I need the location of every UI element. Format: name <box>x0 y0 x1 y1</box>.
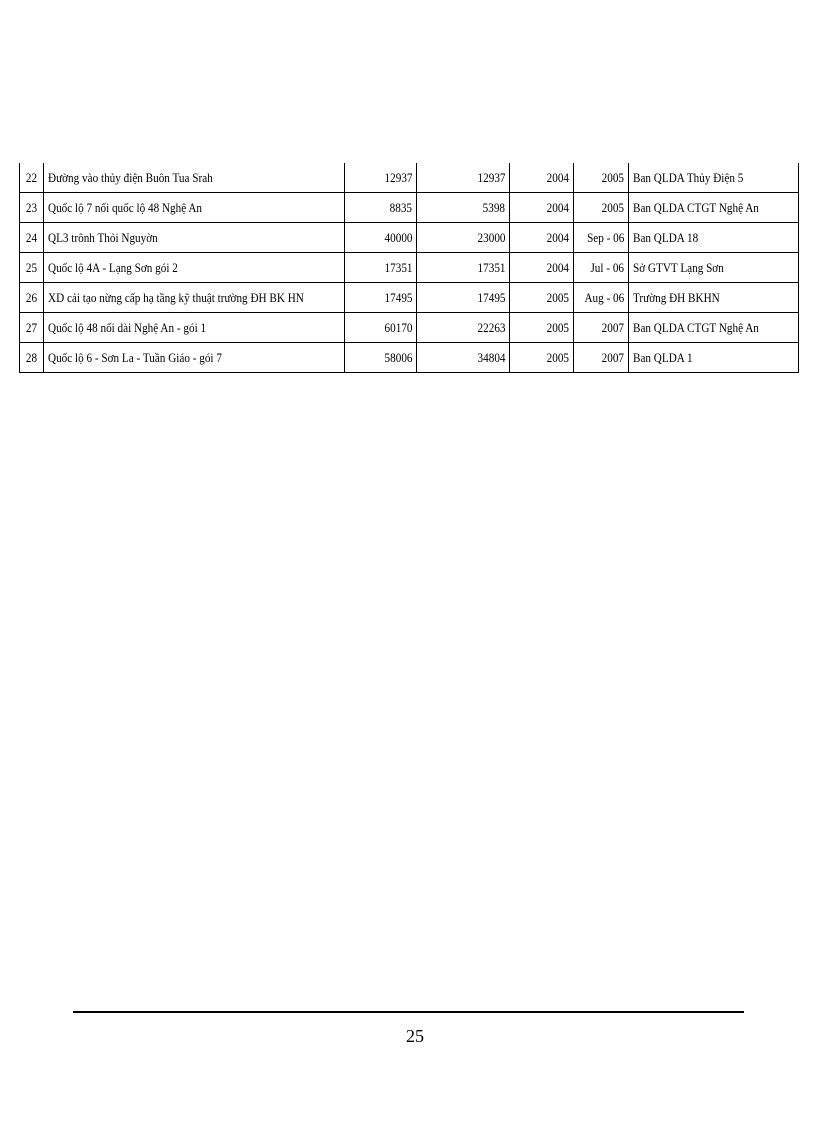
total-value-cell: 8835 <box>345 193 417 223</box>
total-value-cell: 40000 <box>345 223 417 253</box>
contract-value-cell: 17351 <box>417 253 510 283</box>
total-value-cell: 17351 <box>345 253 417 283</box>
owner-cell: Ban QLDA CTGT Nghệ An <box>629 313 799 343</box>
end-date-cell: 2005 <box>574 193 629 223</box>
owner-cell: Ban QLDA 1 <box>629 343 799 373</box>
end-date-cell: 2007 <box>574 343 629 373</box>
table-row <box>20 223 799 253</box>
project-name-cell: XD cải tạo nừng cấp hạ tầng kỹ thuật trường ĐH BK HN <box>44 283 345 313</box>
total-value-cell: 12937 <box>345 163 417 193</box>
project-name-cell: Quốc lộ 6 - Sơn La - Tuần Giáo - gói 7 <box>44 343 345 373</box>
table-row <box>20 343 799 373</box>
page-number: 25 <box>406 1026 424 1046</box>
owner-cell: Ban QLDA CTGT Nghệ An <box>629 193 799 223</box>
total-value-cell: 60170 <box>345 313 417 343</box>
contract-value-cell: 34804 <box>417 343 510 373</box>
start-year-cell: 2004 <box>510 253 574 283</box>
owner-cell: Ban QLDA Thủy Điện 5 <box>629 163 799 193</box>
project-name-cell: QL3 trônh Thỏi Nguyờn <box>44 223 345 253</box>
start-year-cell: 2004 <box>510 163 574 193</box>
project-name-cell: Đường vào thủy điện Buôn Tua Srah <box>44 163 345 193</box>
contract-value-cell: 17495 <box>417 283 510 313</box>
total-value-cell: 17495 <box>345 283 417 313</box>
row-number-cell: 23 <box>20 193 44 223</box>
row-number-cell: 27 <box>20 313 44 343</box>
project-name-cell: Quốc lộ 48 nối dài Nghệ An - gói 1 <box>44 313 345 343</box>
contract-value-cell: 23000 <box>417 223 510 253</box>
contract-value-cell: 22263 <box>417 313 510 343</box>
projects-table <box>19 163 799 373</box>
table-row <box>20 283 799 313</box>
end-date-cell: Sep - 06 <box>574 223 629 253</box>
row-number-cell: 25 <box>20 253 44 283</box>
table-row <box>20 253 799 283</box>
table-row <box>20 163 799 193</box>
end-date-cell: 2005 <box>574 163 629 193</box>
contract-value-cell: 12937 <box>417 163 510 193</box>
start-year-cell: 2004 <box>510 223 574 253</box>
end-date-cell: Jul - 06 <box>574 253 629 283</box>
start-year-cell: 2005 <box>510 313 574 343</box>
table-row <box>20 313 799 343</box>
table-row <box>20 193 799 223</box>
owner-cell: Trường ĐH BKHN <box>629 283 799 313</box>
start-year-cell: 2004 <box>510 193 574 223</box>
end-date-cell: 2007 <box>574 313 629 343</box>
row-number-cell: 28 <box>20 343 44 373</box>
project-name-cell: Quốc lộ 7 nối quốc lộ 48 Nghệ An <box>44 193 345 223</box>
row-number-cell: 26 <box>20 283 44 313</box>
start-year-cell: 2005 <box>510 283 574 313</box>
row-number-cell: 22 <box>20 163 44 193</box>
project-name-cell: Quốc lộ 4A - Lạng Sơn gói 2 <box>44 253 345 283</box>
owner-cell: Sở GTVT Lạng Sơn <box>629 253 799 283</box>
total-value-cell: 58006 <box>345 343 417 373</box>
start-year-cell: 2005 <box>510 343 574 373</box>
footer-rule <box>73 1011 744 1013</box>
contract-value-cell: 5398 <box>417 193 510 223</box>
owner-cell: Ban QLDA 18 <box>629 223 799 253</box>
row-number-cell: 24 <box>20 223 44 253</box>
end-date-cell: Aug - 06 <box>574 283 629 313</box>
